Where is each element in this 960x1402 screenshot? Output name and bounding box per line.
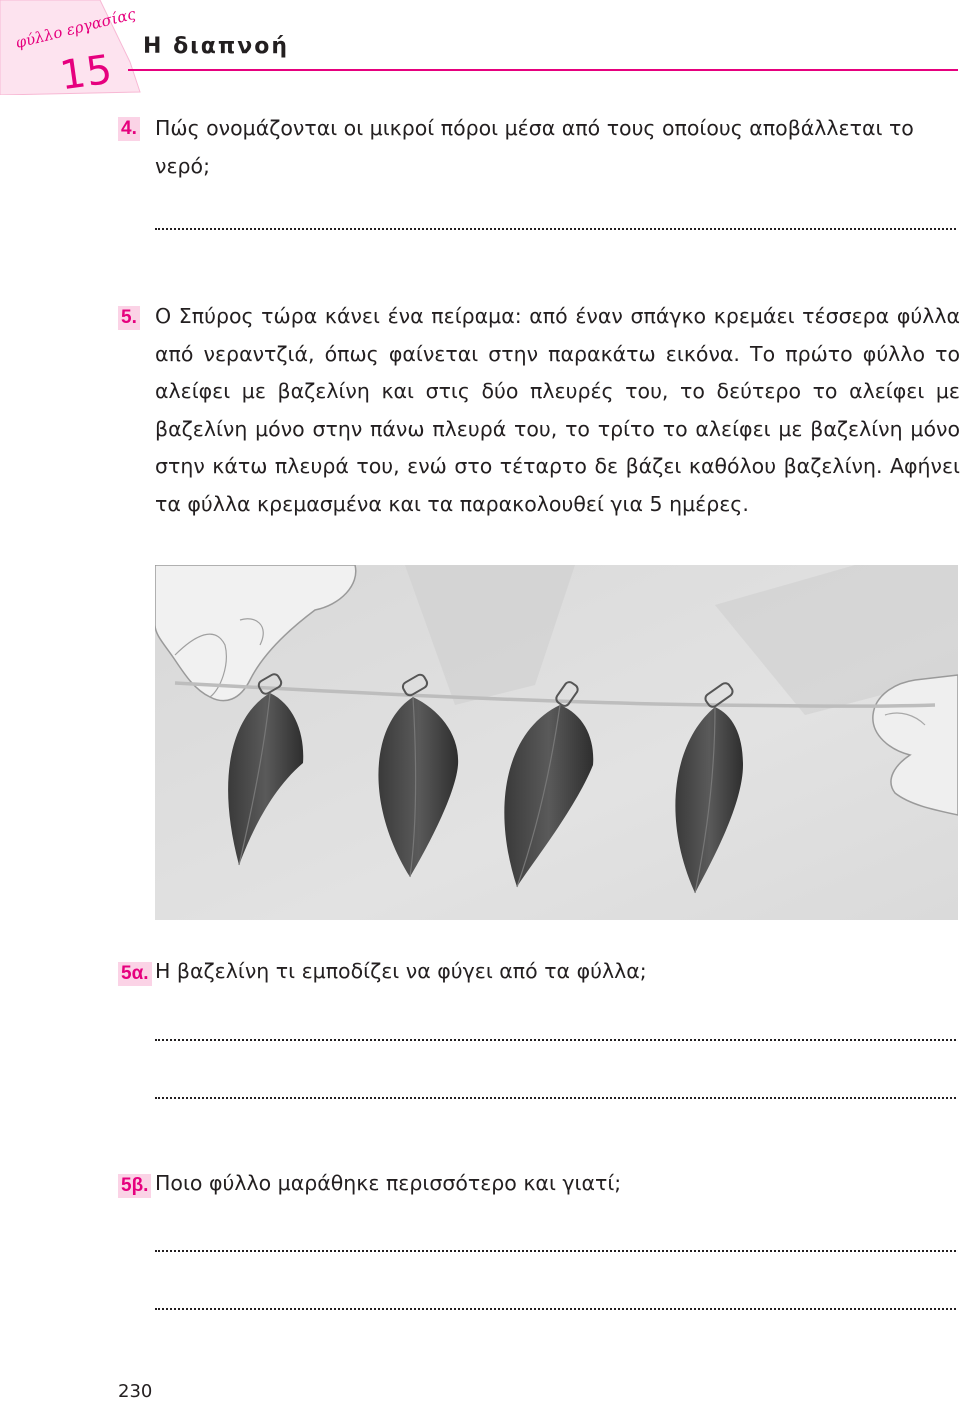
answer-line-5b-1[interactable] [155, 1250, 956, 1252]
answer-line-5a-1[interactable] [155, 1039, 956, 1041]
question-5b-text: Ποιο φύλλο μαράθηκε περισσότερο και γιατί; [155, 1171, 622, 1195]
worksheet-label: φύλλο εργασίας [13, 4, 138, 52]
question-5-text: Ο Σπύρος τώρα κάνει ένα πείραμα: από έναν σπάγκο κρεμάει τέσσερα φύλλα από νεραντζιά, όπως φαίνεται στην παρακάτω εικόνα. Το πρώτο φύλλο το αλείφει με βαζελίνη και στις δύο πλευρές του, το δεύτερο το αλείφει με βαζελίνη μόνο στην πάνω πλευρά του, το τρίτο το αλείφει με βαζελίνη μόνο στην κάτω πλευρά του, ενώ στο τέταρτο δε βάζει καθόλου βαζελίνη. Αφήνει τα φύλλα κρεμασμένα και τα παρακολουθεί για 5 ημέρες. [155, 304, 960, 516]
question-number-5b: 5β. [118, 1174, 151, 1198]
question-5a-text: Η βαζελίνη τι εμποδίζει να φύγει από τα φύλλα; [155, 959, 647, 983]
experiment-photo [155, 565, 958, 920]
header-divider [128, 69, 958, 71]
question-number-5a: 5α. [118, 962, 152, 986]
question-4-text: Πώς ονομάζονται οι μικροί πόροι μέσα από τους οποίους αποβάλλεται το νερό; [155, 116, 914, 178]
answer-dots-text [155, 218, 956, 230]
question-number-4: 4. [118, 117, 140, 141]
answer-line-5a-2[interactable] [155, 1097, 956, 1099]
worksheet-number: 15 [57, 46, 116, 100]
answer-line-5b-2[interactable] [155, 1308, 956, 1310]
page-title: Η διαπνοή [143, 34, 290, 59]
page-number: 230 [118, 1381, 153, 1402]
worksheet-tab [0, 0, 150, 100]
question-number-5: 5. [118, 306, 140, 330]
